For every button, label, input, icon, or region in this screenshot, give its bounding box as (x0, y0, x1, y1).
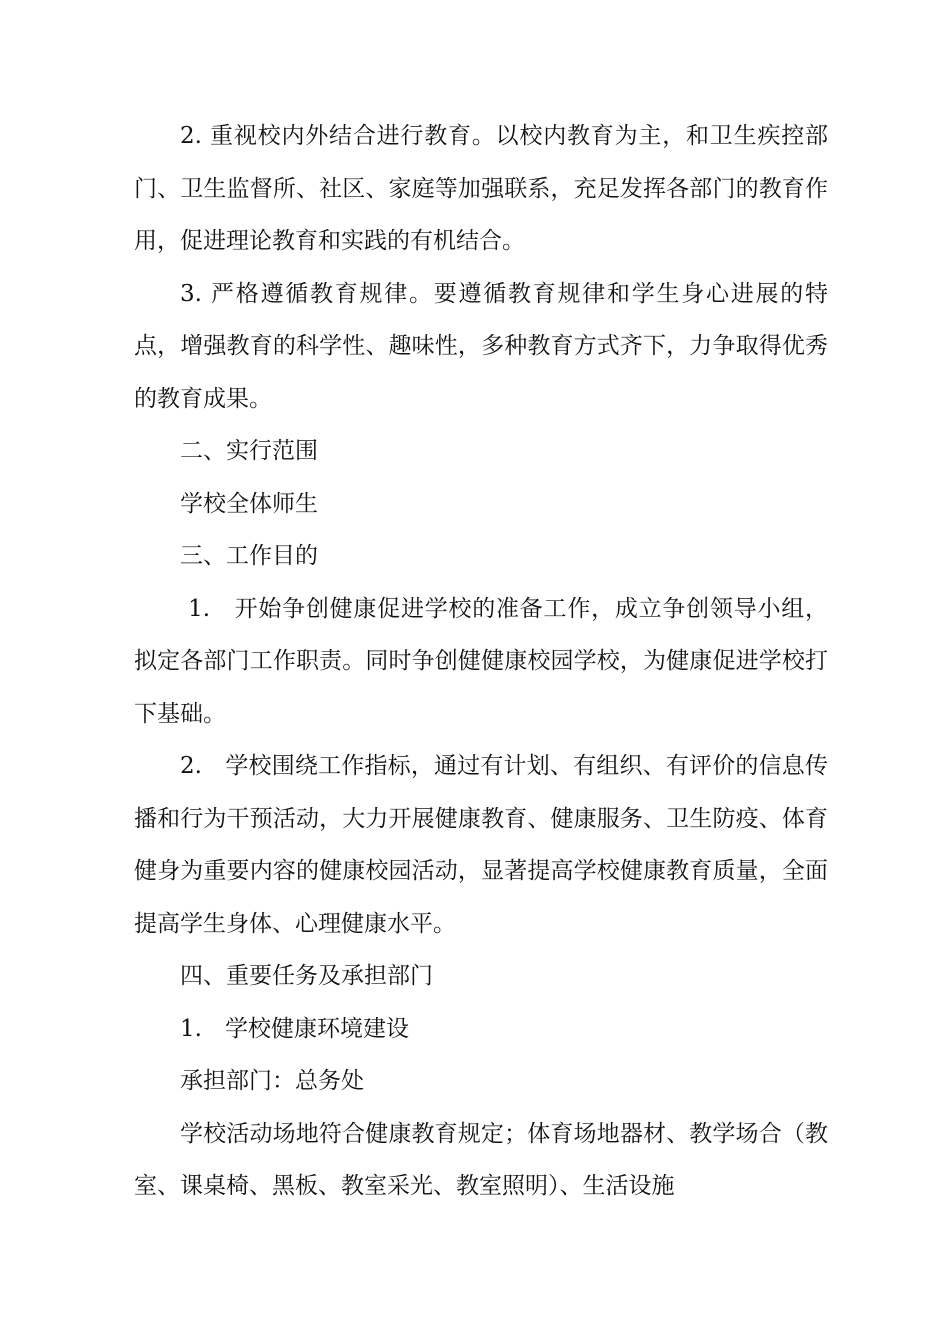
paragraph-principle-2: 2. 重视校内外结合进行教育。以校内教育为主，和卫生疾控部门、卫生监督所、社区、家庭等加强联系，充足发挥各部门的教育作用，促进理论教育和实践的有机结合。 (134, 123, 828, 254)
paragraph-environment: 学校活动场地符合健康教育规定；体育场地器材、教学场合（教室、课桌椅、黑板、教室采光、教室照明）、生活设施 (134, 1120, 828, 1199)
document-page (134, 110, 828, 1213)
heading-tasks: 四、重要任务及承担部门 (180, 963, 433, 989)
paragraph-principle-3: 3. 严格遵循教育规律。要遵循教育规律和学生身心进展的特点，增强教育的科学性、趣味性，多种教育方式齐下，力争取得优秀的教育成果。 (134, 280, 828, 412)
paragraph-goal-2: 2. 学校围绕工作指标，通过有计划、有组织、有评价的信息传播和行为干预活动，大力开展健康教育、健康服务、卫生防疫、体育健身为重要内容的健康校园活动，显著提高学校健康教育质量，全面提高学生身体、心理健康水平。 (134, 753, 828, 937)
paragraph-scope: 学校全体师生 (180, 490, 318, 517)
paragraph-goal-1: 1. 开始争创健康促进学校的准备工作，成立争创领导小组，拟定各部门工作职责。同时争创健健康校园学校，为健康促进学校打下基础。 (134, 595, 829, 727)
heading-goals: 三、工作目的 (180, 543, 318, 569)
paragraph-department: 承担部门：总务处 (180, 1068, 364, 1094)
heading-scope: 二、实行范围 (180, 438, 318, 464)
paragraph-task-1: 1. 学校健康环境建设 (180, 1015, 409, 1042)
